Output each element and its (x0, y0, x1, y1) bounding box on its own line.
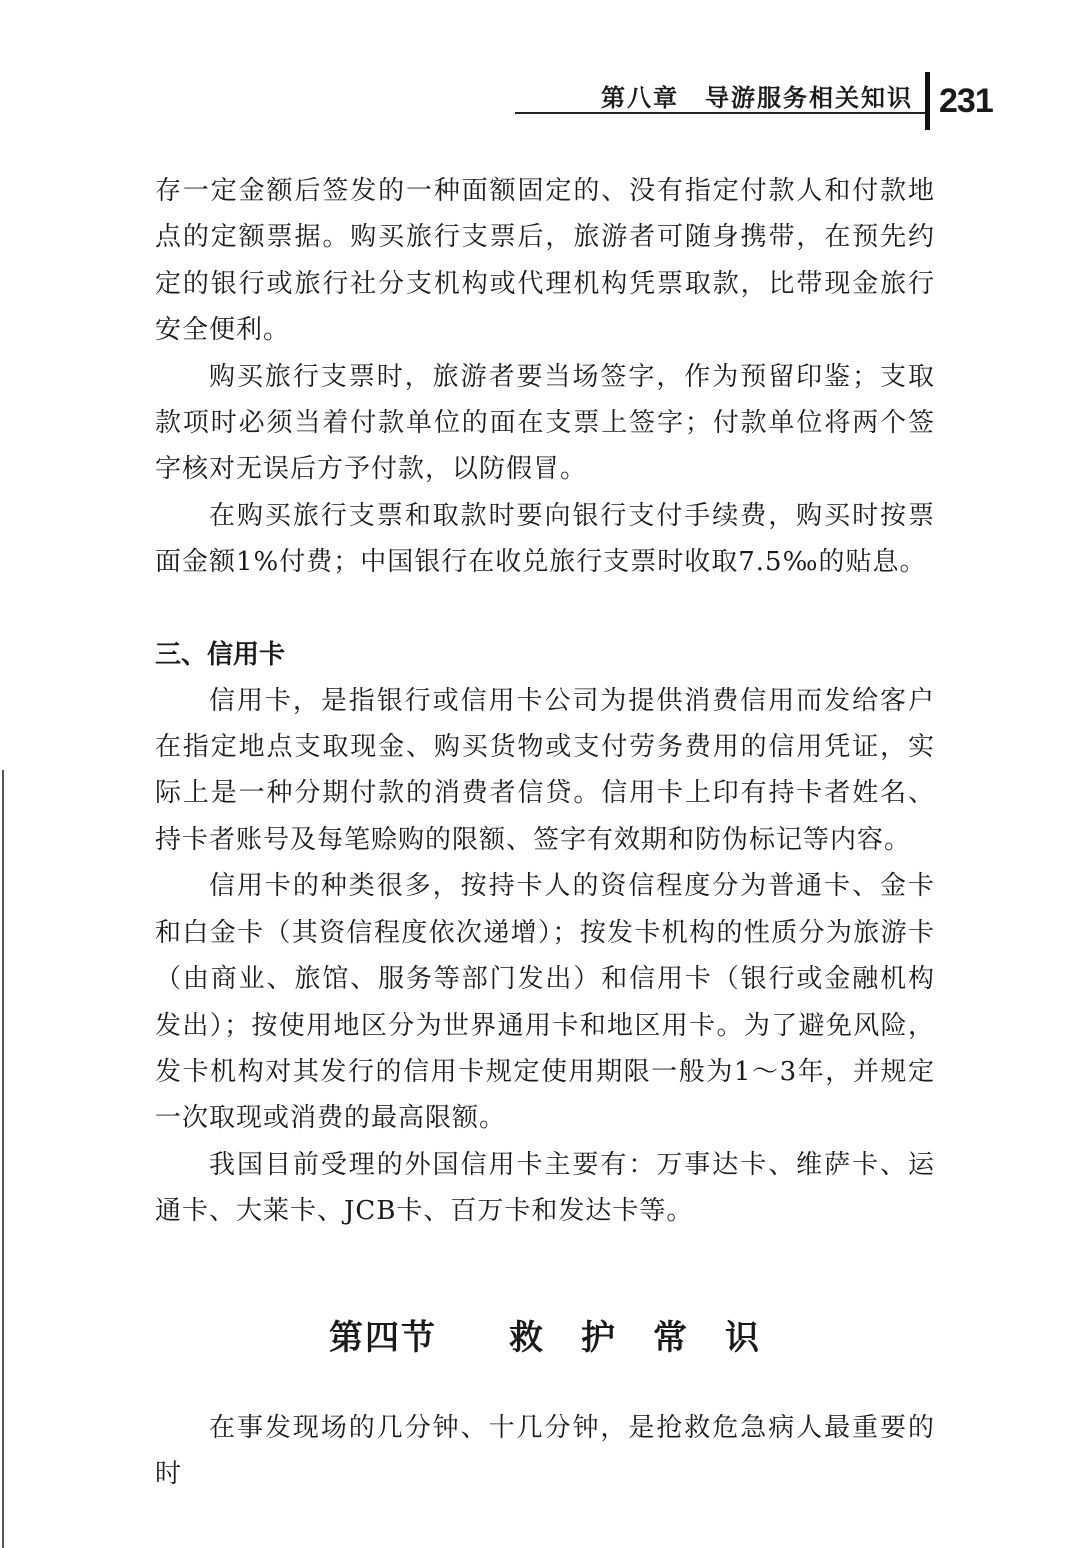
page-edge-shadow (2, 770, 4, 1548)
header-rule (515, 112, 925, 114)
paragraph-credit-card-types: 信用卡的种类很多，按持卡人的资信程度分为普通卡、金卡和白金卡（其资信程度依次递增）；按发卡机构的性质分为旅游卡（由商业、旅馆、服务等部门发出）和信用卡（银行或金融机构发出）；按使用地区分为世界通用卡和地区用卡。为了避免风险，发卡机构对其发行的信用卡规定使用期限一般为1～3年，并规定一次取现或消费的最高限额。 (155, 871, 935, 1134)
paragraph-first-aid-intro: 在事发现场的几分钟、十几分钟，是抢救危急病人最重要的时 (155, 1412, 935, 1489)
header-bar (925, 72, 930, 130)
heading-credit-card: 三、信用卡 (155, 639, 286, 670)
page-number: 231 (939, 82, 993, 120)
paragraph-foreign-credit-cards: 我国目前受理的外国信用卡主要有：万事达卡、维萨卡、运通卡、大莱卡、JCB卡、百万卡和发达卡等。 (155, 1149, 935, 1227)
paragraph-cheque-signing: 购买旅行支票时，旅游者要当场签字，作为预留印鉴；支取款项时必须当着付款单位的面在支票上签字；付款单位将两个签字核对无误后方予付款，以防假冒。 (155, 361, 935, 485)
chapter-title: 第八章 导游服务相关知识 (601, 83, 913, 112)
page-body (155, 168, 935, 1497)
paragraph-travelers-cheque-definition: 存一定金额后签发的一种面额固定的、没有指定付款人和付款地点的定额票据。购买旅行支票后，旅游者可随身携带，在预先约定的银行或旅行社分支机构或代理机构凭票取款，比带现金旅行安全便利。 (155, 176, 935, 346)
running-header (515, 72, 993, 132)
section-title: 第四节 救 护 常 识 (329, 1317, 761, 1358)
paragraph-credit-card-definition: 信用卡，是指银行或信用卡公司为提供消费信用而发给客户在指定地点支取现金、购买货物或支付劳务费用的信用凭证，实际上是一种分期付款的消费者信贷。信用卡上印有持卡者姓名、持卡者账号及每笔赊购的限额、签字有效期和防伪标记等内容。 (155, 685, 935, 855)
paragraph-cheque-fees: 在购买旅行支票和取款时要向银行支付手续费，购买时按票面金额1%付费；中国银行在收兑旅行支票时收取7.5‰的贴息。 (155, 500, 935, 578)
